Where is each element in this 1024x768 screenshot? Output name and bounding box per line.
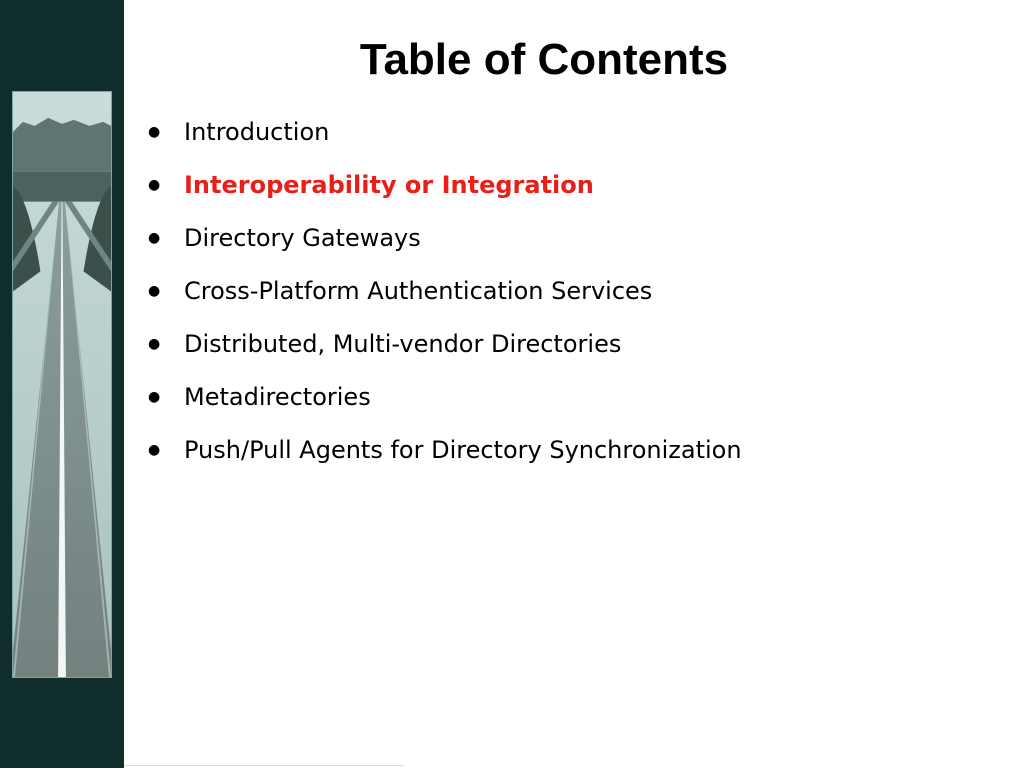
bullet-icon: ● bbox=[148, 124, 161, 140]
bullet-icon: ● bbox=[148, 389, 161, 405]
sidebar-band bbox=[0, 0, 124, 768]
toc-item-directory-gateways bbox=[148, 220, 1008, 273]
toc-item-introduction bbox=[148, 114, 1008, 167]
toc-item-cross-platform-auth bbox=[148, 273, 1008, 326]
road-photo bbox=[12, 91, 112, 678]
bullet-icon: ● bbox=[148, 442, 161, 458]
toc-item-push-pull-agents bbox=[148, 432, 1008, 485]
toc-item-label: Directory Gateways bbox=[184, 224, 421, 252]
toc-item-label: Cross-Platform Authentication Services bbox=[184, 277, 653, 305]
footer-divider bbox=[124, 765, 404, 766]
toc-item-label: Introduction bbox=[184, 118, 330, 146]
slide-title: Table of Contents bbox=[359, 35, 729, 84]
toc-list bbox=[148, 114, 1008, 485]
bullet-icon: ● bbox=[148, 336, 161, 352]
toc-item-label-active: Interoperability or Integration bbox=[184, 171, 594, 199]
toc-item-distributed-directories bbox=[148, 326, 1008, 379]
toc-item-interoperability bbox=[148, 167, 1008, 220]
bullet-icon: ● bbox=[148, 177, 161, 193]
toc-item-label: Metadirectories bbox=[184, 383, 371, 411]
toc-item-label: Distributed, Multi-vendor Directories bbox=[184, 330, 622, 358]
toc-item-metadirectories bbox=[148, 379, 1008, 432]
toc-item-label: Push/Pull Agents for Directory Synchronization bbox=[184, 436, 742, 464]
bullet-icon: ● bbox=[148, 230, 161, 246]
bullet-icon: ● bbox=[148, 283, 161, 299]
